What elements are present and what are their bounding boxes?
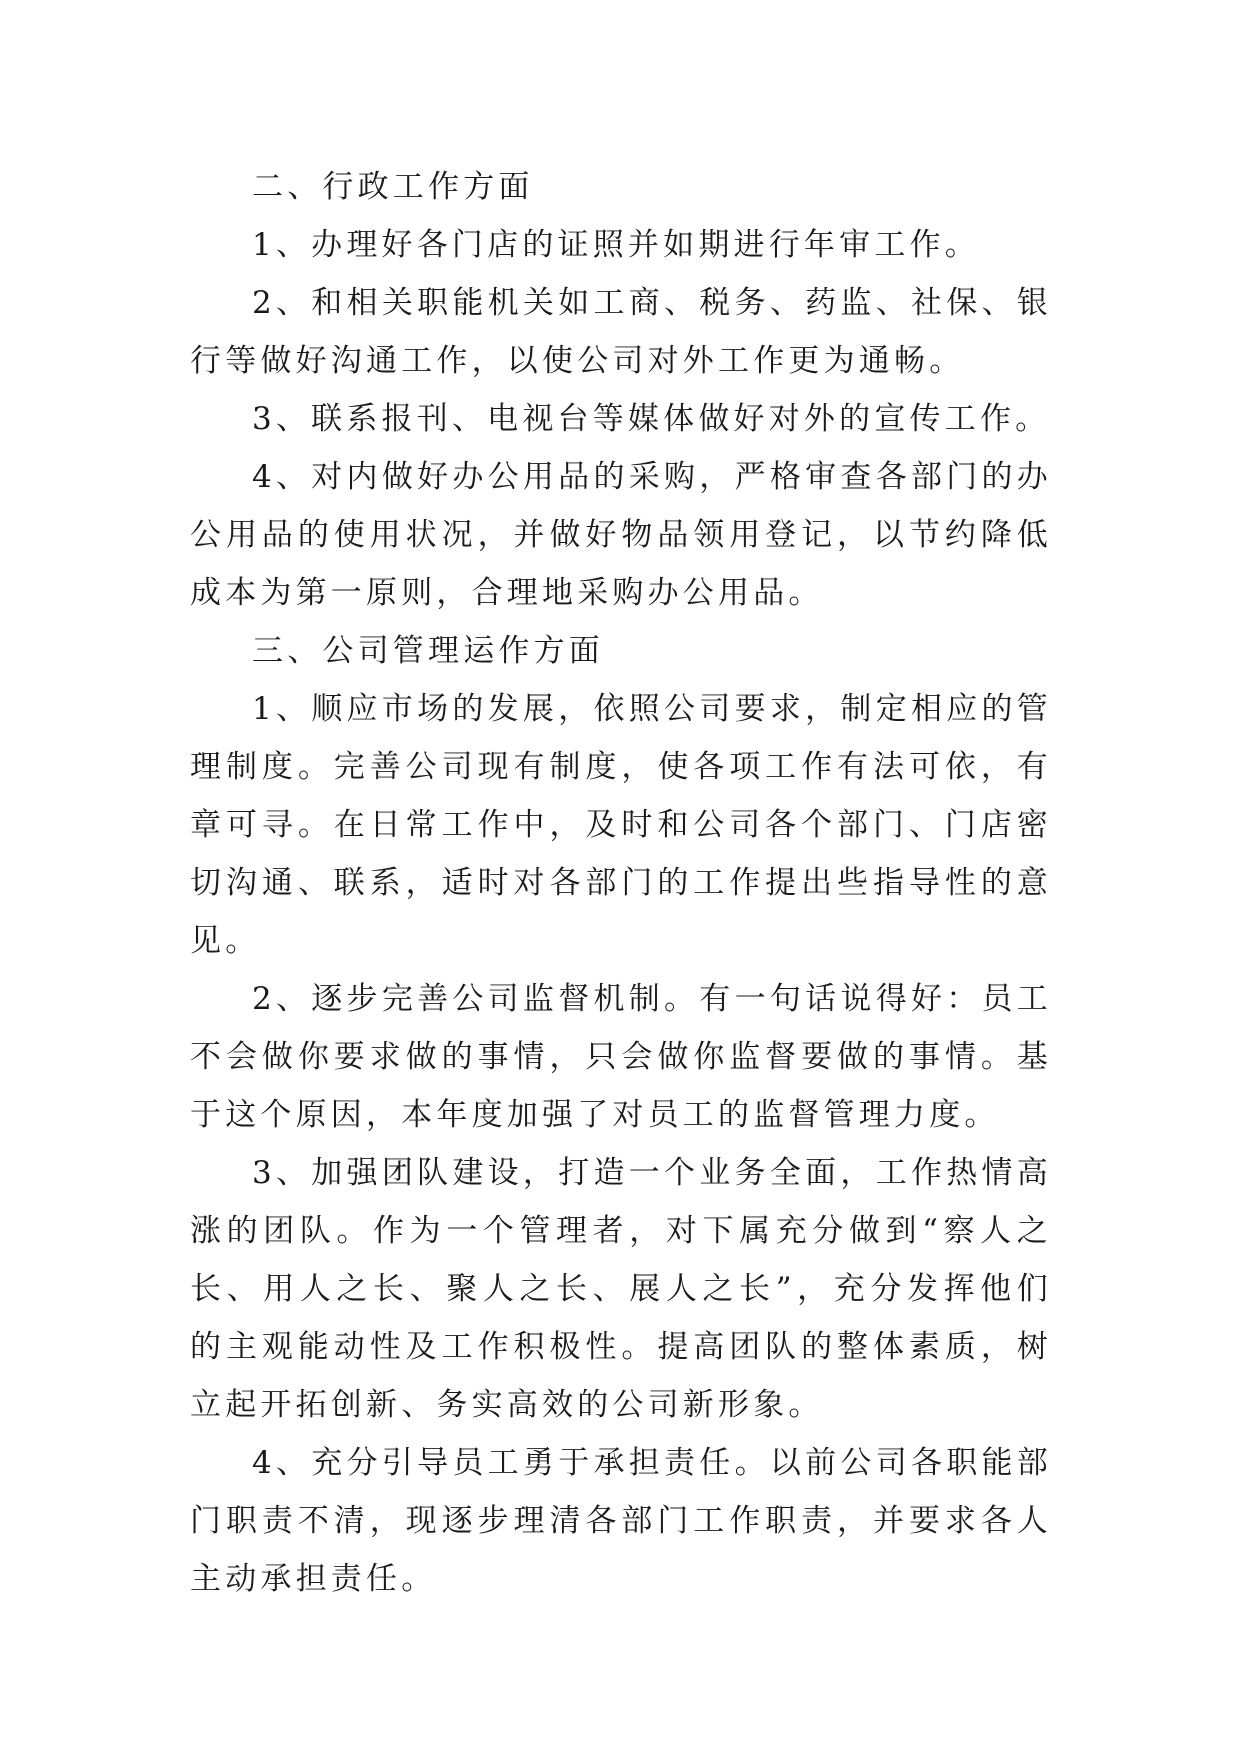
paragraph-management-3: 3、加强团队建设，打造一个业务全面，工作热情高涨的团队。作为一个管理者，对下属充分做到“察人之长、用人之长、聚人之长、展人之长”，充分发挥他们的主观能动性及工作积极性。提高团队的整体素质，树立起开拓创新、务实高效的公司新形象。 — [190, 1155, 1052, 1423]
paragraph-management-2: 2、逐步完善公司监督机制。有一句话说得好：员工不会做你要求做的事情，只会做你监督要做的事情。基于这个原因，本年度加强了对员工的监督管理力度。 — [190, 981, 1052, 1133]
paragraph-management-4: 4、充分引导员工勇于承担责任。以前公司各职能部门职责不清，现逐步理清各部门工作职责，并要求各人主动承担责任。 — [190, 1445, 1052, 1597]
paragraph-admin-1: 1、办理好各门店的证照并如期进行年审工作。 — [252, 227, 980, 263]
section-heading-management: 三、公司管理运作方面 — [252, 633, 604, 669]
paragraph-admin-4: 4、对内做好办公用品的采购，严格审查各部门的办公用品的使用状况，并做好物品领用登记，以节约降低成本为第一原则，合理地采购办公用品。 — [190, 459, 1052, 611]
paragraph-admin-2: 2、和相关职能机关如工商、税务、药监、社保、银行等做好沟通工作，以使公司对外工作更为通畅。 — [190, 285, 1052, 379]
paragraph-management-1: 1、顺应市场的发展，依照公司要求，制定相应的管理制度。完善公司现有制度，使各项工作有法可依，有章可寻。在日常工作中，及时和公司各个部门、门店密切沟通、联系，适时对各部门的工作提出些指导性的意见。 — [190, 691, 1052, 959]
section-heading-administration: 二、行政工作方面 — [252, 169, 534, 205]
paragraph-admin-3: 3、联系报刊、电视台等媒体做好对外的宣传工作。 — [252, 401, 1051, 437]
document-body — [190, 158, 1052, 1608]
